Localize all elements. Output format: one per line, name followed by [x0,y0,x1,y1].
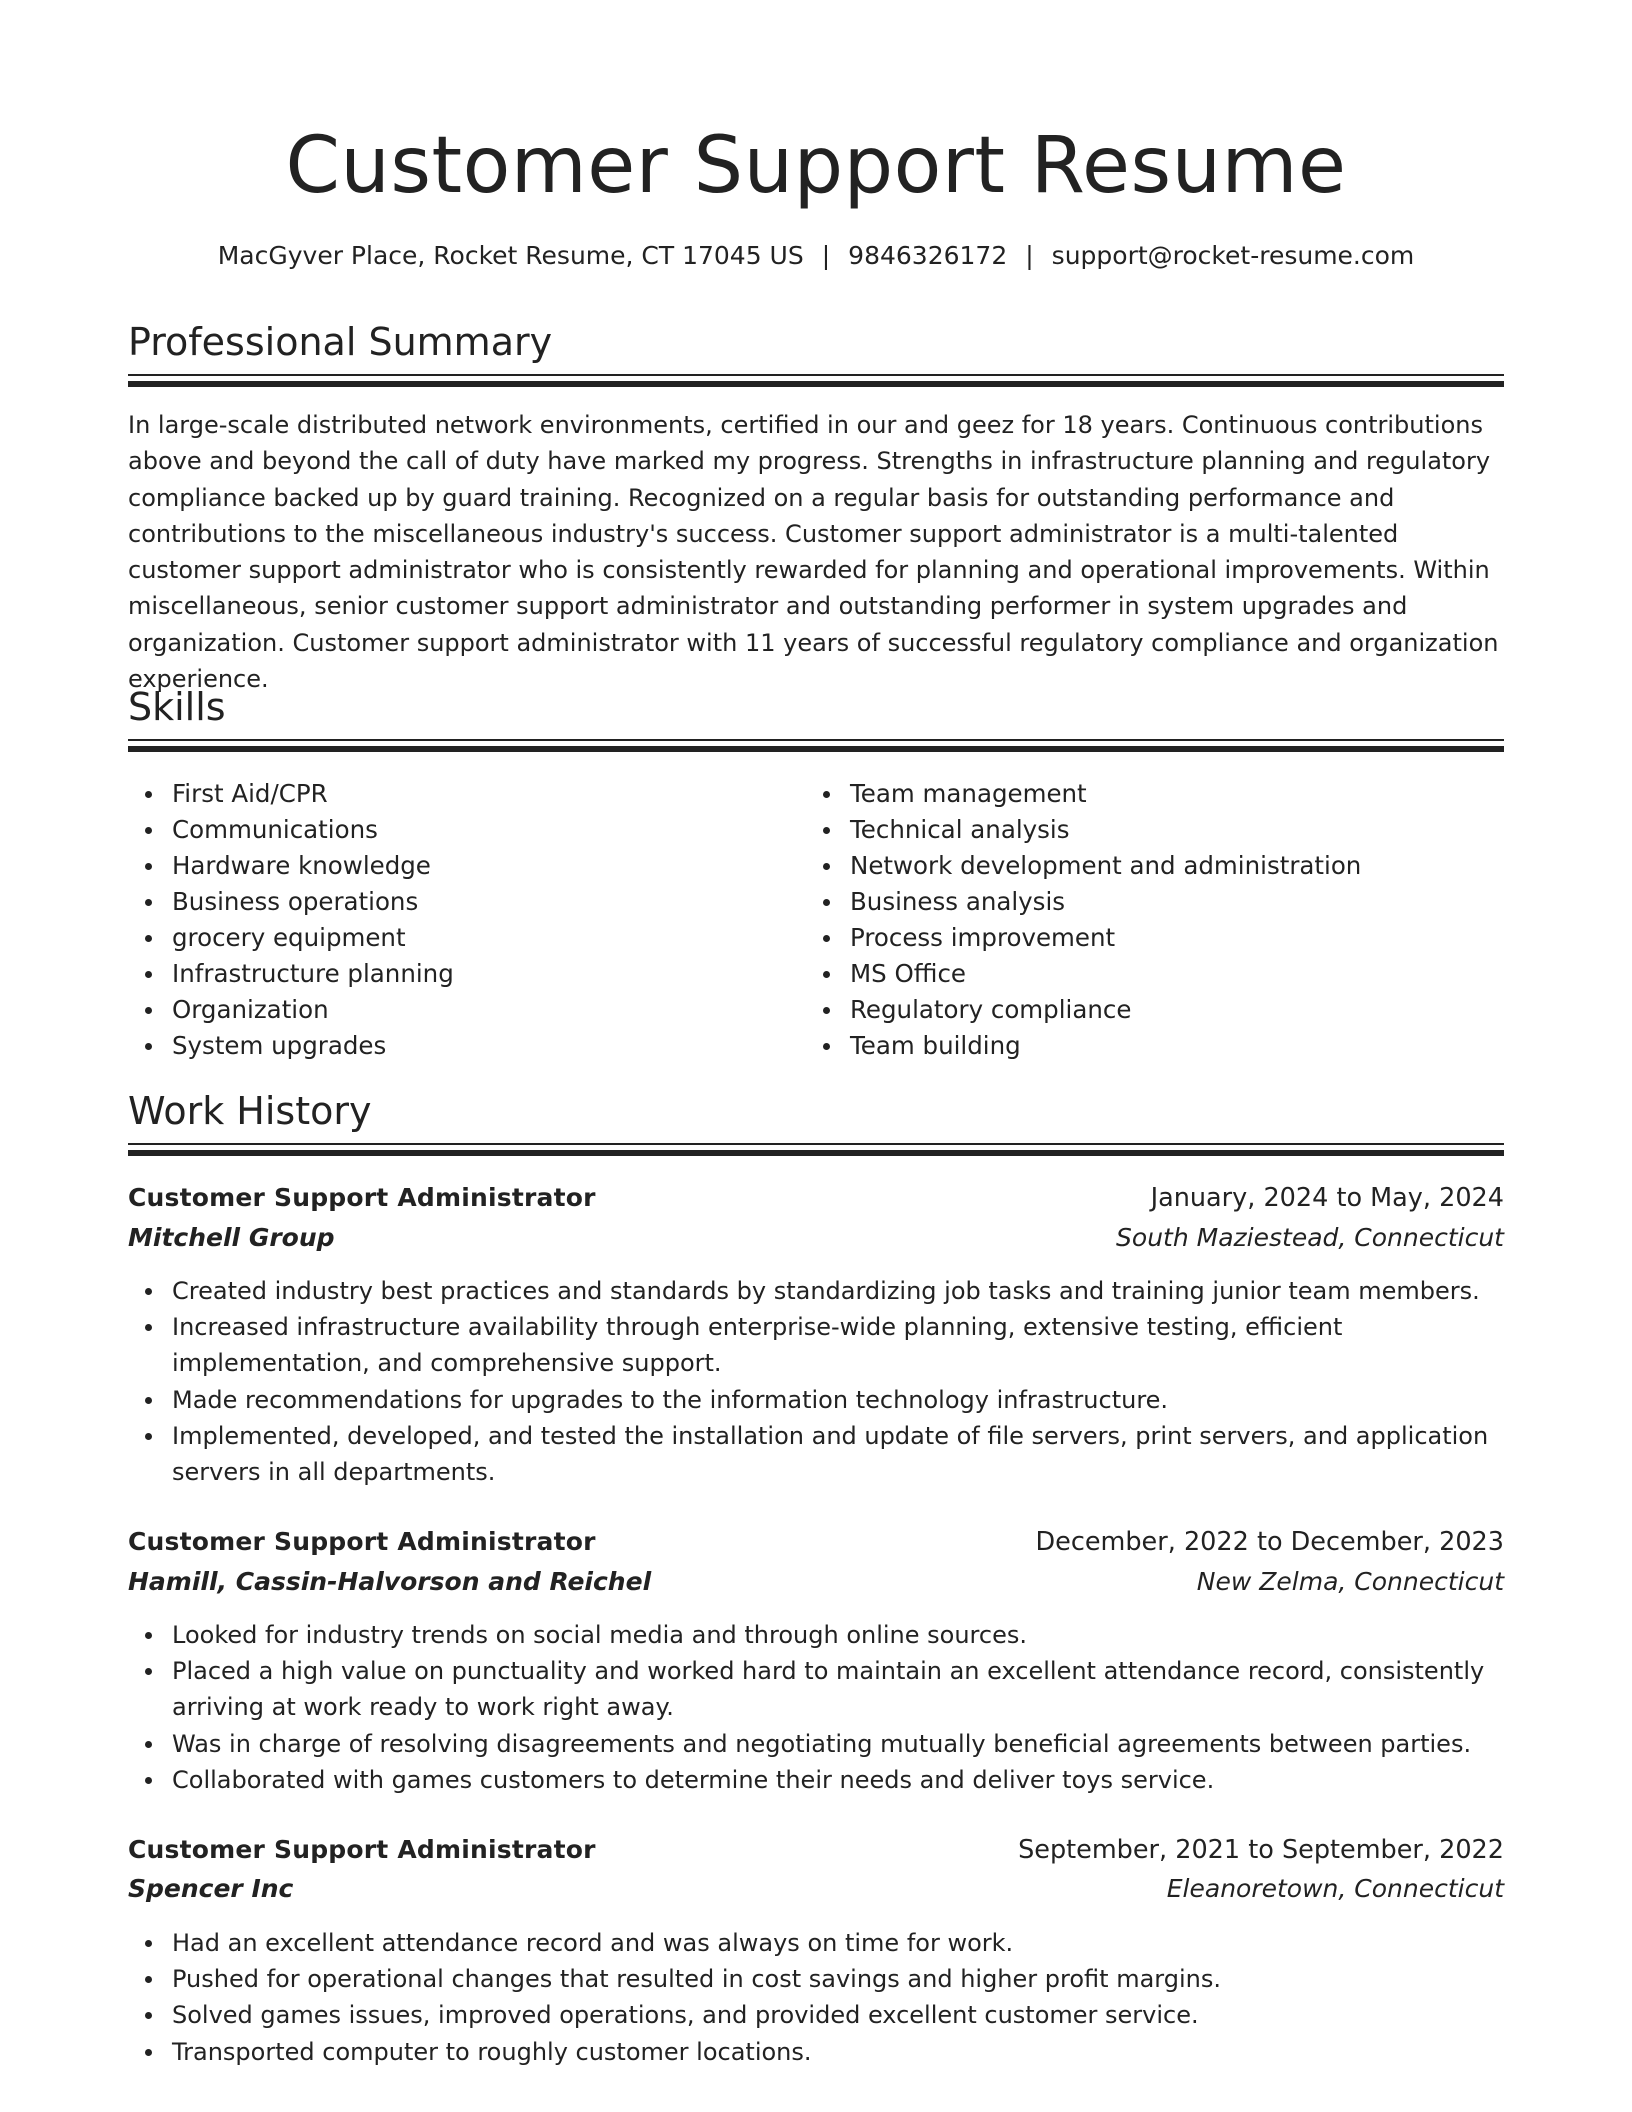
skill-item: Process improvement [850,920,1500,956]
skills-heading: Skills [128,685,226,729]
job-bullet: Made recommendations for upgrades to the information technology infrastructure. [172,1382,1504,1418]
summary-heading: Professional Summary [128,320,553,364]
job-bullet: Placed a high value on punctuality and worked hard to maintain an excellent attendance record, consistently arriving at work ready to work right away. [172,1653,1504,1725]
job-bullet: Looked for industry trends on social media and through online sources. [172,1617,1504,1653]
job-title: Customer Support Administrator [128,1183,596,1212]
job-dates: January, 2024 to May, 2024 [1150,1183,1504,1213]
summary-text: In large-scale distributed network environments, certified in our and geez for 18 years. Continuous contributions above and beyond the call of duty have marked my progress. Strengths in infrastructure planning and regulatory compliance backed up by guard training. Recognized on a regular basis for outstanding performance and contributions to the miscellaneous industry's success. Customer support administrator is a multi-talented customer support administrator who is consistently rewarded for planning and operational improvements. Within miscellaneous, senior customer support administrator and outstanding performer in system upgrades and organization. Customer support administrator with 11 years of successful regulatory compliance and organization experience. [128,411,1499,694]
job-bullets [128,1273,1504,1490]
skill-item: Regulatory compliance [850,992,1500,1028]
skill-item: MS Office [850,956,1500,992]
section-divider [128,374,1504,387]
skill-item: Business operations [172,884,792,920]
skill-item: grocery equipment [172,920,792,956]
work-history-heading: Work History [128,1089,372,1133]
skills-list-right [806,776,1500,1064]
job-location: South Maziestead, Connecticut [1116,1223,1504,1252]
job-bullet: Transported computer to roughly customer locations. [172,2034,1504,2070]
job-title: Customer Support Administrator [128,1527,596,1556]
contact-separator: | [1025,241,1034,270]
skill-item: Team management [850,776,1500,812]
skill-item: Technical analysis [850,812,1500,848]
skill-item: First Aid/CPR [172,776,792,812]
skill-item: System upgrades [172,1028,792,1064]
section-divider [128,1143,1504,1156]
skill-item: Hardware knowledge [172,848,792,884]
contact-separator: | [821,241,831,270]
job-location: Eleanoretown, Connecticut [1166,1874,1504,1903]
job-bullet: Pushed for operational changes that resulted in cost savings and higher profit margins. [172,1961,1504,1997]
contact-address: MacGyver Place, Rocket Resume, CT 17045 US [217,241,804,270]
skill-item: Infrastructure planning [172,956,792,992]
skill-item: Team building [850,1028,1500,1064]
skill-item: Organization [172,992,792,1028]
job-bullet: Was in charge of resolving disagreements and negotiating mutually beneficial agreements between parties. [172,1726,1504,1762]
skills-list-left [128,776,792,1064]
skill-item: Business analysis [850,884,1500,920]
job-company: Spencer Inc [128,1874,294,1903]
job-bullets [128,1617,1504,1798]
job-title: Customer Support Administrator [128,1835,596,1864]
section-divider [128,739,1504,752]
contact-email[interactable]: support@rocket-resume.com [1051,241,1415,270]
resume-title: Customer Support Resume [285,121,1347,211]
job-location: New Zelma, Connecticut [1196,1567,1504,1596]
contact-phone: 9846326172 [848,241,1008,270]
job-bullets [128,1925,1504,2070]
job-bullet: Implemented, developed, and tested the installation and update of file servers, print servers, and application servers in all departments. [172,1418,1504,1490]
job-bullet: Increased infrastructure availability through enterprise-wide planning, extensive testing, efficient implementation, and comprehensive support. [172,1309,1504,1381]
job-company: Mitchell Group [128,1223,335,1252]
job-dates: September, 2021 to September, 2022 [1018,1835,1504,1865]
job-bullet: Collaborated with games customers to determine their needs and deliver toys service. [172,1762,1504,1798]
job-bullet: Had an excellent attendance record and was always on time for work. [172,1925,1504,1961]
job-bullet: Solved games issues, improved operations, and provided excellent customer service. [172,1997,1504,2033]
skill-item: Communications [172,812,792,848]
skill-item: Network development and administration [850,848,1500,884]
job-company: Hamill, Cassin-Halvorson and Reichel [128,1567,652,1596]
contact-line [128,238,1504,274]
job-dates: December, 2022 to December, 2023 [1035,1527,1504,1557]
job-bullet: Created industry best practices and standards by standardizing job tasks and training junior team members. [172,1273,1504,1309]
